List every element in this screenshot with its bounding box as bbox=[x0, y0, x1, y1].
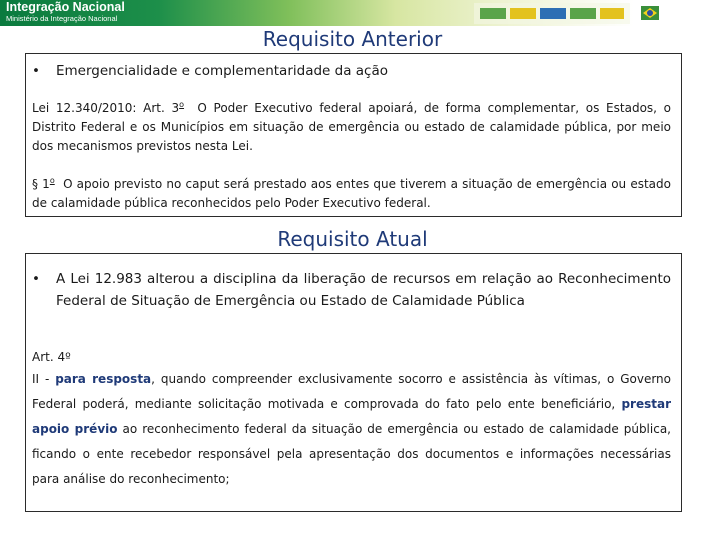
article-paragraph bbox=[32, 367, 671, 492]
law-prefix: Lei 12.340/2010: Art. 3 bbox=[32, 101, 180, 115]
brand-subtitle: Ministério da Integração Nacional bbox=[6, 13, 118, 23]
bullet-icon: • bbox=[32, 63, 40, 79]
paragraph-middle: , quando compreender exclusivamente socorro e assistência às vítimas, o Governo Federal poderá, mediante solicitação motivada e comprovada do fato pelo ente beneficiário, bbox=[32, 372, 672, 411]
previous-requirement-box bbox=[25, 53, 682, 217]
bullet-text: A Lei 12.983 alterou a disciplina da liberação de recursos em relação ao Reconhecimento Federal de Situação de Emergência ou Estado de Calamidade Pública bbox=[56, 271, 671, 309]
ordinal-sup: o bbox=[179, 100, 185, 109]
bullet-icon: • bbox=[32, 271, 40, 287]
highlight-response: para resposta bbox=[55, 372, 152, 386]
paragraph-text: O apoio previsto no caput será prestado aos entes que tiverem a situação de emergência ou estado de calamidade pública reconhecidos pelo Poder Executivo federal. bbox=[32, 177, 671, 210]
article-label: Art. 4º bbox=[32, 350, 71, 364]
paragraph-end: ao reconhecimento federal da situação de emergência ou estado de calamidade pública, ficando o ente recebedor responsável pela apresentação dos documentos e informações necessárias para análise do reconhecimento; bbox=[32, 422, 671, 486]
paragraph-prefix: § 1 bbox=[32, 177, 50, 191]
ordinal-sup: o bbox=[49, 176, 55, 185]
flag-icon bbox=[640, 4, 660, 22]
law-text: O Poder Executivo federal apoiará, de forma complementar, os Estados, o Distrito Federal e os Municípios em situação de emergência ou estado de calamidade pública, por meio dos mecanismos previstos nesta Lei. bbox=[32, 101, 671, 153]
bullet-current bbox=[32, 268, 671, 312]
section-title-previous: Requisito Anterior bbox=[262, 27, 443, 51]
paragraph-intro: II - bbox=[32, 372, 56, 386]
section-paragraph bbox=[32, 175, 671, 213]
law-paragraph bbox=[32, 99, 671, 156]
header-banner bbox=[0, 0, 720, 26]
current-requirement-box bbox=[25, 253, 682, 512]
brand-title: Integração Nacional bbox=[6, 0, 125, 14]
ministry-logo bbox=[6, 1, 125, 22]
section-title-current: Requisito Atual bbox=[277, 227, 428, 251]
bullet-text: Emergencialidade e complementaridade da ação bbox=[56, 63, 388, 79]
bullet-previous bbox=[32, 60, 671, 82]
government-logo bbox=[474, 3, 630, 24]
highlight-prior-support: prestar apoio prévio bbox=[32, 397, 671, 436]
